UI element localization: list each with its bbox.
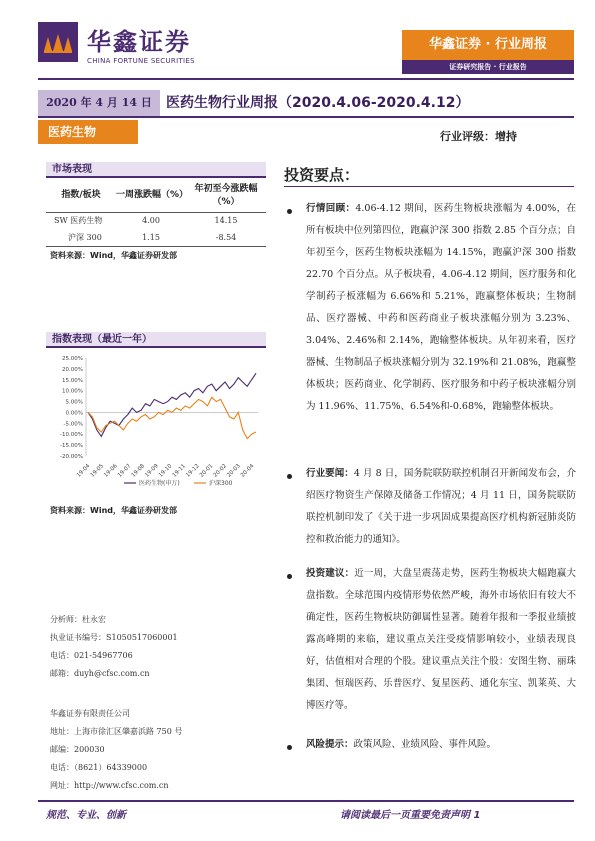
row-ytd-change: 14.15: [214, 216, 238, 226]
header-divider: [38, 78, 574, 80]
x-tick-label: 19-12: [185, 463, 201, 479]
series-line: [88, 397, 256, 438]
header-banner: [402, 30, 574, 60]
header-banner-text: 华鑫证券 · 行业周报: [429, 37, 547, 52]
index-chart-svg: [46, 352, 266, 492]
analyst-email[interactable]: 邮箱：duyh@cfsc.com.cn: [50, 669, 150, 678]
analyst-name: 分析师：杜永宏: [50, 615, 106, 624]
column-header: 年初至今涨跌幅（%）: [186, 180, 266, 212]
brand-name-cn: 华鑫证券: [87, 28, 191, 56]
x-tick-label: 19-07: [116, 463, 133, 479]
y-tick-label: 20.00%: [62, 366, 83, 373]
x-tick-label: 20-01: [198, 463, 215, 479]
analyst-phone: 电话：021-54967706: [50, 651, 133, 660]
company-phone: 电话：（8621）64339000: [50, 763, 148, 772]
y-tick-label: -5.00%: [63, 421, 83, 428]
y-tick-label: -10.00%: [60, 432, 83, 439]
x-tick-label: 19-06: [103, 463, 119, 479]
point-label: 风险提示：: [306, 739, 354, 750]
point-text: 政策风险、业绩风险、事件风险。: [353, 739, 497, 750]
x-tick-label: 19-05: [89, 463, 106, 479]
company-name: 华鑫证券有限责任公司: [50, 709, 130, 718]
market-table: [46, 180, 266, 247]
industry-news-point: [306, 463, 576, 551]
point-label: 投资建议：: [306, 568, 355, 579]
index-chart-label: 指数表现（最近一年）: [52, 334, 152, 345]
row-name: SW 医药生物: [54, 216, 103, 226]
invest-heading: 投资要点：: [284, 166, 360, 184]
x-tick-label: 19-08: [130, 463, 147, 479]
industry-rating: 行业评级：增持: [440, 130, 517, 143]
analyst-license: 执业证书编号：S1050517060001: [50, 633, 178, 642]
market-review-point: [306, 198, 576, 418]
legend-label: 沪深300: [209, 480, 233, 487]
chart-source-note: 资料来源：Wind，华鑫证券研发部: [50, 506, 177, 515]
point-text: 4 月 8 日，国务院联防联控机制召开新闻发布会，介绍医疗物资生产保障及储备工作情况；4 月 11 日，国务院联防联控机制印发了《关于进一步巩固成果提高医疗机构新冠肺炎防控和救治能力的通知》。: [306, 468, 576, 545]
bullet-icon: [287, 574, 292, 579]
company-website[interactable]: 网址：http://www.cfsc.com.cn: [50, 781, 169, 790]
investment-advice-point: [306, 563, 576, 717]
index-chart: [46, 352, 266, 492]
company-address: 地址：上海市徐汇区肇嘉浜路 750 号: [50, 727, 183, 736]
logo-mark-icon: [42, 31, 74, 55]
y-tick-label: 10.00%: [62, 388, 83, 395]
footer-slogan: 规范、专业、创新: [46, 810, 126, 821]
header-subbanner-text: 证券研究报告 · 行业报告: [449, 63, 527, 71]
market-source-note: 资料来源：Wind，华鑫证券研发部: [50, 251, 177, 260]
series-line: [88, 373, 256, 436]
footer-disclaimer-note[interactable]: 请阅读最后一页重要免责声明 1: [340, 810, 481, 821]
row-week-change: 1.15: [116, 229, 186, 246]
market-section-heading: [46, 162, 266, 178]
index-chart-heading: [46, 332, 266, 348]
column-header: 指数/板块: [46, 180, 116, 212]
report-title: 医药生物行业周报（2020.4.06-2020.4.12）: [166, 95, 470, 111]
report-date: 2020 年 4 月 14 日: [46, 96, 152, 109]
report-date-box: [38, 90, 160, 116]
market-section-label: 市场表现: [52, 164, 92, 175]
point-text: 近一周，大盘呈震荡走势，医药生物板块大幅跑赢大盘指数。全球范围内疫情形势依然严峻，海外市场依旧有较大不确定性，医药生物板块防御属性显著。随着年报和一季报业绩披露高峰期的来临，建议重点关注受疫情影响较小，业绩表现良好，估值相对合理的个股。建议重点关注个股：安图生物、丽珠集团、恒瑞医药、乐普医疗、复星医药、通化东宝、凯莱英、大博医疗等。: [306, 568, 576, 711]
y-tick-label: 0.00%: [65, 410, 83, 417]
x-tick-label: 19-09: [144, 463, 160, 479]
point-text: 4.06-4.12 期间，医药生物板块涨幅为 4.00%，在所有板块中位列第四位，跑赢沪深 300 指数 2.85 个百分点；自年初至今，医药生物板块涨幅为 14.15%，跑赢沪深 300 指数 22.70 个百分点。从子板块看，4.06-4.12 期间，医疗服务和化学制药子板涨幅为 6.66%和 5.21%，跑赢整体板块；生物制品、医疗器械、中药和医药商业子板块涨幅分别为 3.23%、3.04%、2.46%和 2.14%，跑输整体板块。从年初来看，医疗器械、生物制品子板块涨幅分别为 32.19%和 21.08%，跑赢整体板块；医药商业、化学制药、医疗服务和中药子板块涨幅分别为 11.96%、11.75%、6.54%和-0.68%，跑输整体板块。: [306, 203, 576, 412]
table-row: [46, 212, 266, 229]
title-divider: [38, 116, 574, 118]
row-name: 沪深 300: [46, 229, 116, 246]
y-tick-label: 15.00%: [62, 377, 83, 384]
footer-divider: [38, 800, 574, 802]
legend-label: 医药生物(申万): [139, 480, 180, 487]
bullet-icon: [287, 745, 292, 750]
point-label: 行业要闻：: [306, 468, 354, 479]
y-tick-label: 25.00%: [62, 356, 83, 362]
market-table-header: [46, 180, 266, 212]
header-subbanner: [402, 60, 574, 74]
sector-tag: 医药生物: [38, 120, 138, 144]
table-row: [46, 229, 266, 246]
y-tick-label: -15.00%: [60, 443, 83, 450]
brand-name-en: CHINA FORTUNE SECURITIES: [87, 57, 195, 65]
y-tick-label: -20.00%: [60, 454, 83, 460]
row-week-change: 4.00: [142, 216, 160, 226]
x-tick-label: 19-04: [75, 463, 92, 479]
column-header: 一周涨跌幅（%）: [116, 180, 186, 212]
risk-warning-point: [306, 734, 576, 756]
x-tick-label: 20-04: [239, 463, 256, 479]
row-ytd-change: -8.54: [186, 229, 266, 246]
company-logo: [38, 22, 78, 62]
company-postcode: 邮编：200030: [50, 745, 105, 754]
bullet-icon: [287, 209, 292, 214]
bullet-icon: [287, 474, 292, 479]
invest-divider: [284, 186, 574, 187]
x-tick-label: 19-11: [171, 463, 188, 479]
x-tick-label: 20-02: [212, 463, 229, 479]
y-tick-label: 5.00%: [65, 399, 83, 406]
x-tick-label: 19-10: [157, 463, 174, 479]
x-tick-label: 20-03: [226, 463, 242, 479]
point-label: 行情回顾：: [306, 203, 356, 214]
